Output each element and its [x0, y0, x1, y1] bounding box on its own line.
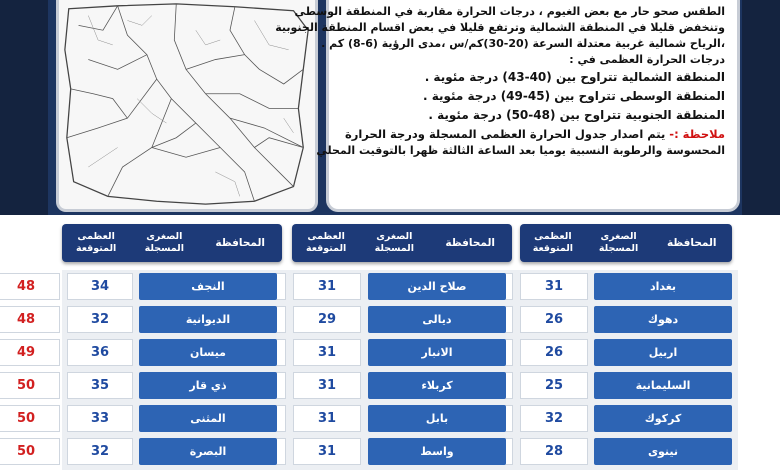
max-temp-cell: 48 — [0, 306, 60, 333]
header-max: العظمى المتوقعة — [305, 231, 347, 254]
forecast-line-2: وتنخفض قليلا في المنطقة الشمالية وترتفع قليلا في بعض اقسام المنطقة الجنوبية — [275, 21, 725, 34]
governorate-cell: النجف — [139, 273, 277, 300]
note-label: ملاحظة :- — [669, 127, 725, 141]
min-temp-cell: 31 — [293, 405, 361, 432]
note-line-1 — [339, 125, 725, 143]
forecast-line-3: ،الرياح شمالية غربية معتدلة السرعة (20-30)كم/س ،مدى الرؤية (6-8) كم . — [321, 37, 725, 50]
header-governorate: المحافظة — [666, 237, 717, 249]
min-temp-cell: 25 — [520, 372, 588, 399]
governorate-cell: نينوى — [594, 438, 732, 465]
header-governorate: المحافظة — [215, 237, 265, 249]
governorate-cell: واسط — [368, 438, 506, 465]
min-temp-cell: 32 — [67, 306, 133, 333]
forecast-line-7: المنطقة الجنوبية تتراوح بين (48-50) درجة مئوية . — [428, 108, 725, 122]
min-temp-cell: 34 — [67, 273, 133, 300]
note-text-1: يتم اصدار جدول الحرارة العظمى المسجلة ودرجة الحرارة — [344, 127, 670, 141]
governorate-cell: المثنى — [139, 405, 277, 432]
governorate-cell: دهوك — [594, 306, 732, 333]
header-governorate: المحافظة — [445, 237, 495, 249]
min-temp-cell: 31 — [293, 339, 361, 366]
header-max: العظمى المتوقعة — [75, 231, 117, 254]
table-header-middle — [292, 224, 512, 262]
max-temp-cell: 50 — [0, 372, 60, 399]
forecast-line-5: المنطقة الشمالية تتراوح بين (40-43) درجة مئوية . — [424, 70, 725, 84]
min-temp-cell: 33 — [67, 405, 133, 432]
table-header-right — [520, 224, 732, 262]
note-line-2: المحسوسة والرطوبة النسبية يوميا بعد الساعة الثالثة ظهرا بالتوقيت المحلي — [316, 144, 725, 157]
temperature-table — [16, 270, 738, 470]
table-header-left — [62, 224, 282, 262]
min-temp-cell: 31 — [293, 372, 361, 399]
governorate-cell: صلاح الدين — [368, 273, 506, 300]
governorate-cell: الديوانية — [139, 306, 277, 333]
governorate-cell: ديالى — [368, 306, 506, 333]
governorate-cell: السليمانية — [594, 372, 732, 399]
min-temp-cell: 26 — [520, 306, 588, 333]
governorate-cell: اربيل — [594, 339, 732, 366]
governorate-cell: كربلاء — [368, 372, 506, 399]
min-temp-cell: 36 — [67, 339, 133, 366]
min-temp-cell: 32 — [67, 438, 133, 465]
max-temp-cell: 49 — [0, 339, 60, 366]
forecast-line-4: درجات الحرارة العظمى في : — [569, 53, 725, 66]
max-temp-cell: 48 — [0, 273, 60, 300]
min-temp-cell: 31 — [520, 273, 588, 300]
min-temp-cell: 29 — [293, 306, 361, 333]
right-decor-strip — [742, 0, 780, 215]
governorate-cell: ميسان — [139, 339, 277, 366]
governorate-cell: البصرة — [139, 438, 277, 465]
left-decor-strip — [0, 0, 48, 215]
governorate-cell: ذي قار — [139, 372, 277, 399]
governorate-cell: بابل — [368, 405, 506, 432]
header-min: الصغرى المسجلة — [598, 231, 639, 254]
max-temp-cell: 50 — [0, 438, 60, 465]
min-temp-cell: 31 — [293, 273, 361, 300]
min-temp-cell: 31 — [293, 438, 361, 465]
max-temp-cell: 50 — [0, 405, 60, 432]
forecast-line-6: المنطقة الوسطى تتراوح بين (45-49) درجة مئوية . — [422, 89, 725, 103]
governorate-cell: الانبار — [368, 339, 506, 366]
governorate-cell: بغداد — [594, 273, 732, 300]
min-temp-cell: 26 — [520, 339, 588, 366]
min-temp-cell: 35 — [67, 372, 133, 399]
governorate-cell: كركوك — [594, 405, 732, 432]
min-temp-cell: 32 — [520, 405, 588, 432]
header-max: العظمى المتوقعة — [532, 231, 574, 254]
header-min: الصغرى المسجلة — [144, 231, 184, 254]
min-temp-cell: 28 — [520, 438, 588, 465]
forecast-line-1: الطقس صحو حار مع بعض الغيوم ، درجات الحرارة مقاربة في المنطقة الوسطى — [294, 5, 725, 18]
forecast-text-box — [275, 0, 740, 212]
header-min: الصغرى المسجلة — [374, 231, 414, 254]
